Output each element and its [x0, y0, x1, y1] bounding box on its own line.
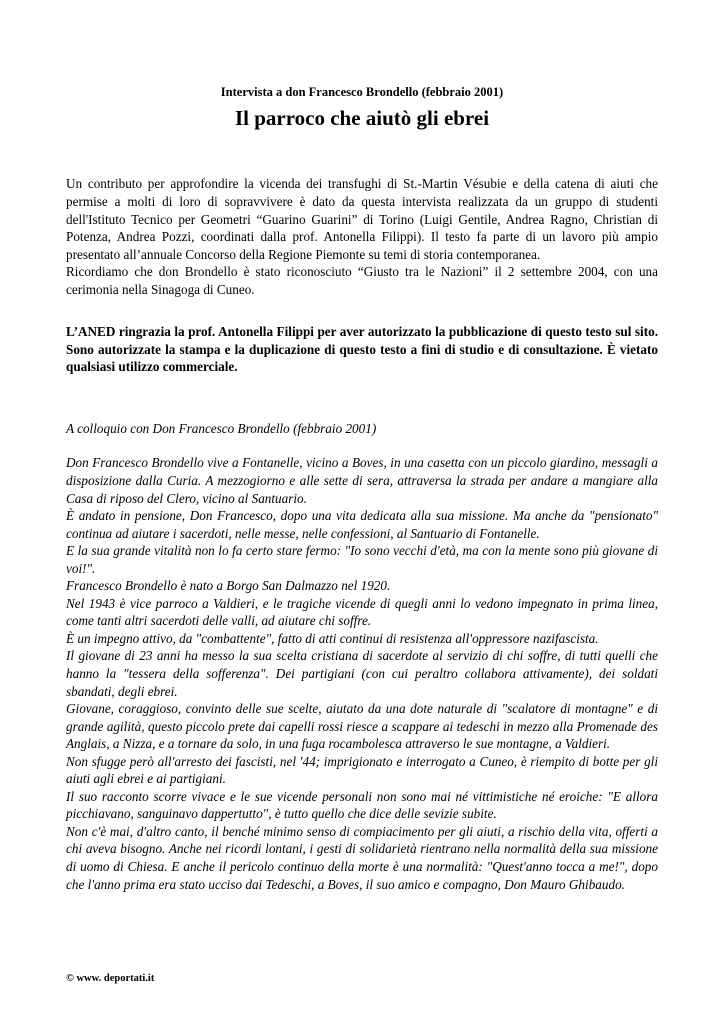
footer-copyright: © www. deportati.it: [66, 973, 155, 984]
intro-section: [66, 175, 658, 298]
rights-note: L’ANED ringrazia la prof. Antonella Filippi per aver autorizzato la pubblicazione di questo testo sul sito. Sono autorizzate la stampa e la duplicazione di questo testo a fini di studio e di consultazione. È vietato qualsiasi utilizzo commerciale.: [66, 324, 658, 375]
interview-paragraph: Non sfugge però all'arresto dei fascisti, nel '44; imprigionato e interrogato a Cuneo, è riempito di botte per gli aiuti agli ebrei e ai partigiani.: [66, 753, 658, 787]
intro-paragraph: Un contributo per approfondire la vicenda dei transfughi di St.-Martin Vésubie e della catena di aiuti che permise a molti di loro di sopravvivere è dato da questa intervista realizzata da un gruppo di studenti dell'Istituto Tecnico per Geometri “Guarino Guarini” di Torino (Luigi Gentile, Andrea Ragno, Christian di Potenza, Andrea Pozzi, coordinati dalla prof. Antonella Filippi). Il testo fa parte di un lavoro più ampio presentato all’annuale Concorso della Regione Piemonte su temi di storia contemporanea.: [66, 176, 658, 262]
interview-paragraph: Non c'è mai, d'altro canto, il benché minimo senso di compiacimento per gli aiuti, a rischio della vita, offerti a chi aveva bisogno. Anche nei ricordi lontani, i gesti di solidarietà rientrano nella normalità della sua missione di uomo di Chiesa. E anche il pericolo continuo della morte è una normalità: "Quest'anno tocca a me!", dopo che l'anno prima era stato ucciso dai Tedeschi, a Boves, il suo amico e compagno, Don Mauro Ghibaudo.: [66, 823, 658, 892]
interview-paragraph: È un impegno attivo, da "combattente", fatto di atti continui di resistenza all'oppressore nazifascista.: [66, 630, 599, 646]
interview-paragraph: Francesco Brondello è nato a Borgo San Dalmazzo nel 1920.: [66, 578, 391, 594]
interview-paragraph: E la sua grande vitalità non lo fa certo stare fermo: "Io sono vecchi d'età, ma con la mente sono più giovane di voi!".: [66, 543, 658, 576]
document-header: [66, 84, 658, 131]
interview-paragraph: Il suo racconto scorre vivace e le sue vicende personali non sono mai né vittimistiche né eroiche: "E allora picchiavano, sanguinavo dappertutto", è tutto quello che dice delle sevizie subite.: [66, 788, 658, 822]
interview-paragraph: Don Francesco Brondello vive a Fontanelle, vicino a Boves, in una casetta con un piccolo giardino, messagli a disposizione dalla Curia. A mezzogiorno e alle sette di sera, attraversa la strada per andare a mangiare alla Casa di riposo del Clero, vicino al Santuario.: [66, 455, 658, 506]
intro-paragraph: Ricordiamo che don Brondello è stato riconosciuto “Giusto tra le Nazioni” il 2 settembre 2004, con una cerimonia nella Sinagoga di Cuneo.: [66, 264, 658, 297]
interview-paragraph: Il giovane di 23 anni ha messo la sua scelta cristiana di sacerdote al servizio di chi soffre, di tutti quelli che hanno la "tessera della sofferenza". Dei partigiani (con cui peraltro collabora attivamente), dei soldati sbandati, degli ebrei.: [66, 648, 658, 699]
interview-lead: A colloquio con Don Francesco Brondello (febbraio 2001): [66, 420, 377, 436]
document-subject: Intervista a don Francesco Brondello (febbraio 2001): [220, 85, 504, 99]
interview-paragraph: Giovane, coraggioso, convinto delle sue scelte, aiutato da una dote naturale di "scalatore di montagne" e di grande agilità, questo piccolo prete dai capelli rossi riesce a scappare ai tedeschi in mezzo alla Promenade des Anglais, a Nizza, e a tornare da solo, in una fuga rocambolesca attraverso le sue montagne, a Valdieri.: [66, 701, 658, 752]
interview-paragraph: È andato in pensione, Don Francesco, dopo una vita dedicata alla sua missione. Ma anche da "pensionato" continua ad aiutare i sacerdoti, nelle messe, nelle confessioni, al Santuario di Fontanelle.: [66, 508, 658, 541]
page-title: Il parroco che aiutò gli ebrei: [234, 106, 490, 131]
interview-paragraph: Nel 1943 è vice parroco a Valdieri, e le tragiche vicende di quegli anni lo vedono impegnato in prima linea, come tanti altri sacerdoti delle valli, ad aiutare chi soffre.: [66, 595, 658, 629]
interview-section: [66, 420, 658, 893]
